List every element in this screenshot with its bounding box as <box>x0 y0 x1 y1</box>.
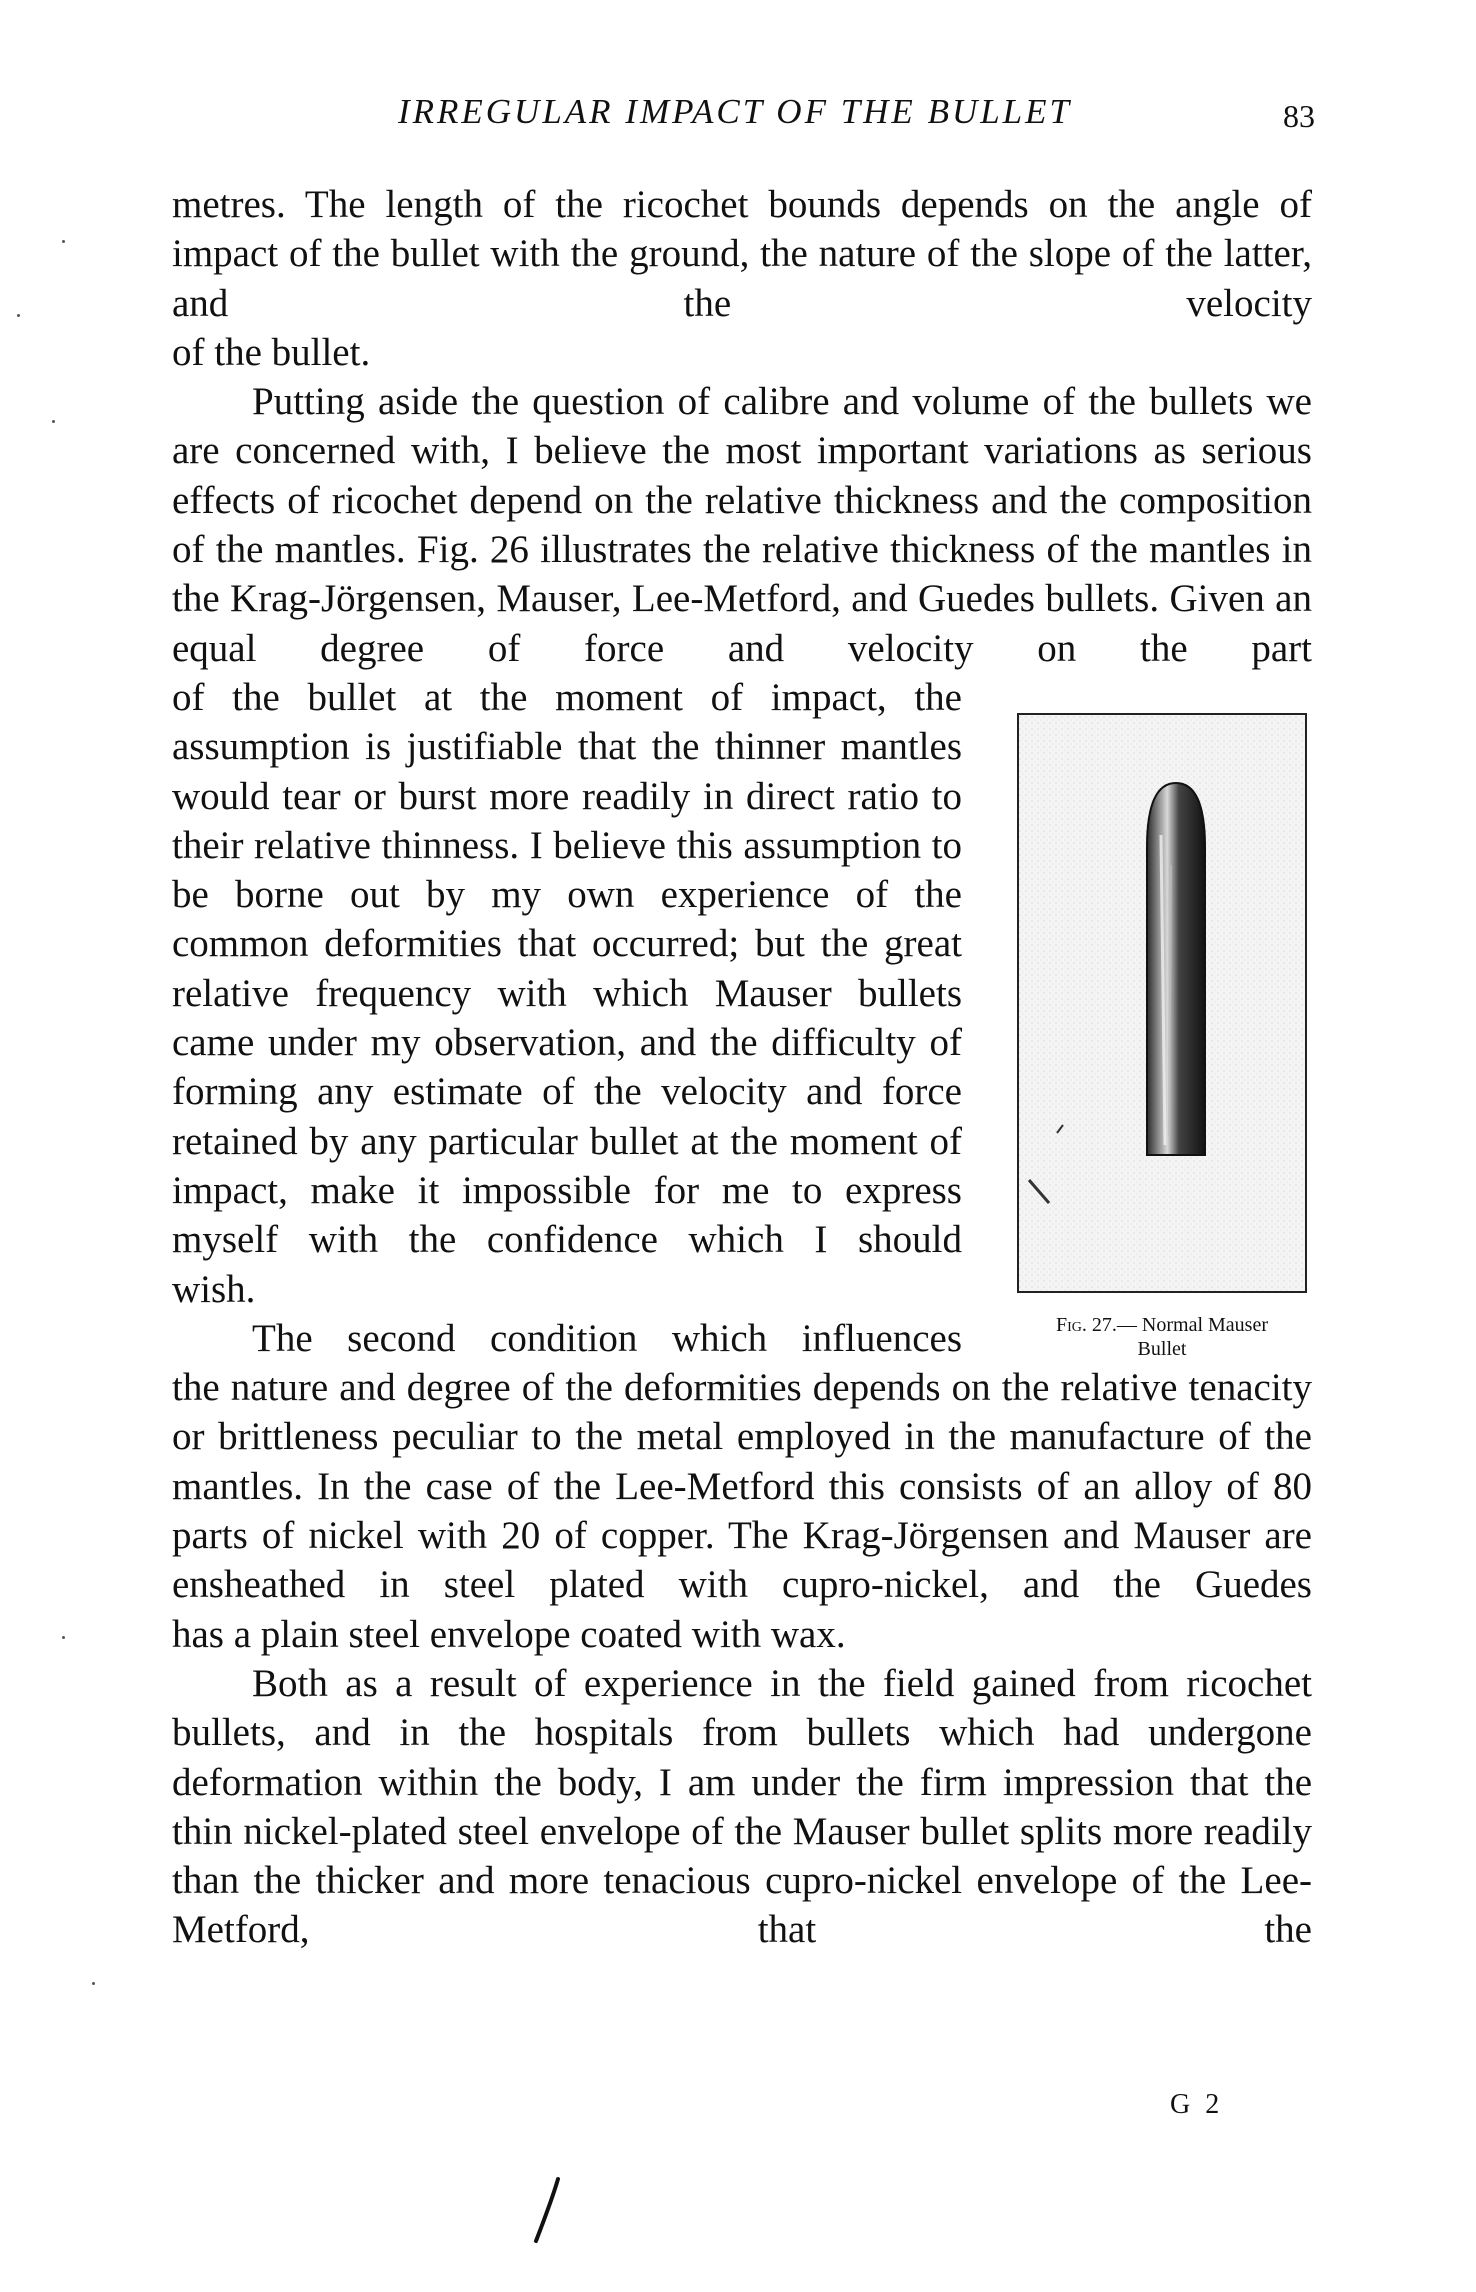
body-text <box>172 180 1312 1955</box>
paragraph-2-wrap: of the bullet at the moment of impact, the assumption is justifiable that the thinner mantles would tear or burst more readily in direct ratio to their relative thinness. I believe this assumption to be borne out by my own experience of the common deformities that occurred; but the great relative frequency with which Mauser bullets came under my observation, and the difficulty of forming any estimate of the velocity and force retained by any particular bullet at the moment of impact, make it impossible for me to express myself with the confidence which I should <box>172 675 962 1262</box>
running-title: IRREGULAR IMPACT OF THE BULLET <box>397 92 1072 131</box>
figure-caption-line-1: — Normal Mauser <box>1116 1313 1268 1336</box>
wrapped-text-column <box>172 673 962 1363</box>
mauser-bullet-photo-icon <box>1019 715 1305 1291</box>
paragraph-1-last-line: of the bullet. <box>172 330 371 374</box>
figure-caption-line-2: Bullet <box>1137 1337 1187 1360</box>
scan-speck <box>52 420 55 423</box>
page-number: 83 <box>1283 98 1315 134</box>
paragraph-3 <box>172 1363 1312 1659</box>
signature-mark: G 2 <box>1170 2089 1224 2120</box>
figure-frame <box>1017 713 1307 1293</box>
pen-stroke-icon <box>528 2175 568 2245</box>
scan-speck <box>62 1636 65 1639</box>
paragraph-1 <box>172 180 1312 377</box>
scan-speck <box>17 314 20 317</box>
paragraph-2-last-line: wish. <box>172 1267 256 1311</box>
figure-27 <box>1017 673 1312 1363</box>
figure-label: Fig. 27. <box>1056 1313 1117 1336</box>
paragraph-4 <box>172 1659 1312 1955</box>
paragraph-3-body: the nature and degree of the deformities depends on the relative tenacity or brittleness peculiar to the metal employed in the manufacture of the mantles. In the case of the Lee-Metford this consists of an alloy of 80 parts of nickel with 20 of copper. The Krag-Jörgensen and Mauser are ensheathed in steel plated with cupro-nickel, and the Guedes <box>172 1366 1312 1607</box>
bullet-body <box>1147 783 1205 1155</box>
scan-speck <box>92 1982 95 1985</box>
paragraph-3-wrap: The second condition which influences <box>252 1316 962 1360</box>
paragraph-2-body: Putting aside the question of calibre and volume of the bullets we are concerned with, I believe the most important variations as serious effects of ricochet depend on the relative thickness and the composition of the mantles. Fig. 26 illustrates the relative thickness of the mantles in the Krag-Jörgensen, Mauser, Lee-Metford, and Guedes bullets. Given an equal degree of force and velocity on the part <box>172 380 1312 670</box>
paragraph-3-start <box>172 1314 962 1363</box>
paragraph-2-continued <box>172 673 962 1314</box>
figure-wrap-zone <box>172 673 1312 1363</box>
paragraph-4-body: Both as a result of experience in the field gained from ricochet bullets, and in the hospitals from bullets which had undergone deformation within the body, I am under the firm impression that the thin nickel-plated steel envelope of the Mauser bullet splits more readily than the thicker and more tenacious cupro-nickel envelope of the Lee-Metford, that the <box>172 1661 1312 1952</box>
paragraph-2 <box>172 377 1312 673</box>
paragraph-1-body: metres. The length of the ricochet bounds depends on the angle of impact of the bullet with the ground, the nature of the slope of the latter, and the velocity <box>172 183 1312 325</box>
paragraph-3-last-line: has a plain steel envelope coated with wax. <box>172 1612 846 1656</box>
scan-speck <box>62 240 65 243</box>
figure-caption <box>1007 1313 1317 1361</box>
